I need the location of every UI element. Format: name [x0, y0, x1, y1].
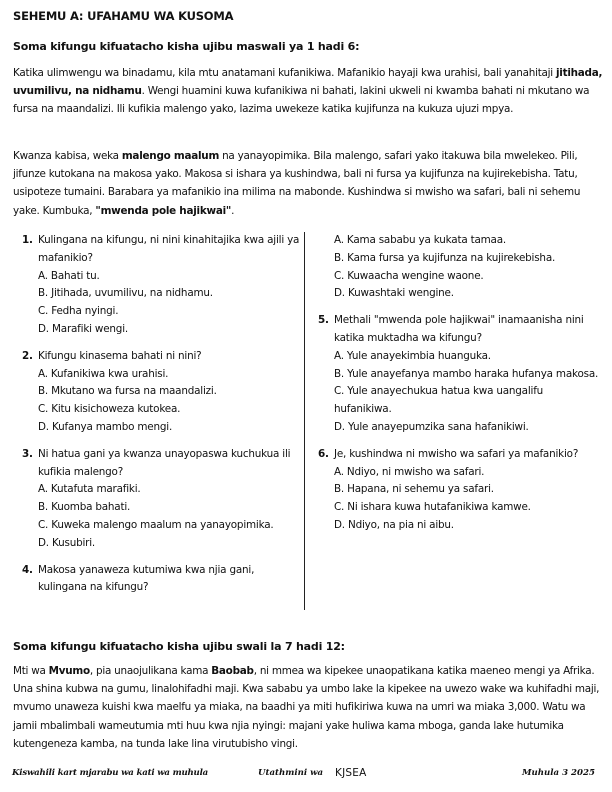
spacer: [318, 437, 603, 446]
option-d[interactable]: D. Ndiyo, na pia ni aibu.: [334, 518, 454, 531]
option-a[interactable]: A. Kama sababu ya kukata tamaa.: [334, 234, 506, 246]
instruction-passage-1: Soma kifungu kifuatacho kisha ujibu maswali ya 1 hadi 6:: [13, 40, 360, 53]
bold-phrase: malengo maalum: [121, 150, 220, 162]
option-b[interactable]: B. Kuomba bahati.: [38, 501, 131, 514]
question-3: [22, 446, 302, 553]
question-number: 3.: [22, 447, 33, 460]
spacer: [22, 339, 302, 348]
footer-subject: Kiswahili kart mjarabu wa kati wa muhula: [12, 768, 209, 778]
question-number: 6.: [318, 447, 329, 460]
question-4-options: [318, 232, 603, 303]
option-c[interactable]: C. Fedha nyingi.: [38, 305, 119, 318]
passage-1-paragraph-2: [13, 147, 603, 220]
option-b[interactable]: B. Kama fursa ya kujifunza na kujirekebisha.: [334, 251, 556, 264]
paragraph-text: , ni mmea wa kipekee unaopatikana katika maeneo mengi ya Afrika. Una shina kubwa na gumu, linalohifadhi maji. Kwa sababu ya umbo lake la kipekee na uwezo wake wa kuhifadhi maji, mvumo unaweza kuishi kwa maelfu ya miaka, na baadhi ya miti hufikiriwa kuwa na umri wa miaka 3,000. Watu wa jamii mbalimbali wameutumia mti huu kwa njia nyingi: majani yake huliwa kama mboga, ganda lake hutumika kutengeneza kamba, na tunda lake lina virutubisho vingi.: [13, 665, 600, 750]
question-6: [318, 446, 603, 535]
bold-term: Mvumo: [48, 665, 90, 677]
paragraph-text: , pia unaojulikana kama: [89, 665, 212, 677]
question-number: 1.: [22, 234, 33, 246]
page-footer: [0, 766, 612, 784]
option-a[interactable]: A. Kufanikiwa kwa urahisi.: [38, 367, 169, 380]
paragraph-text: Mti wa: [13, 665, 49, 677]
questions-right-column: [318, 232, 603, 535]
question-stem: Kifungu kinasema bahati ni nini?: [38, 349, 202, 362]
question-4: [22, 562, 302, 598]
question-stem: Makosa yanaweza kutumiwa kwa njia gani, kulingana na kifungu?: [38, 563, 255, 594]
option-c[interactable]: C. Kitu kisichoweza kutokea.: [38, 403, 181, 416]
option-b[interactable]: B. Yule anayefanya mambo haraka hufanya makosa.: [334, 367, 599, 380]
option-a[interactable]: A. Yule anayekimbia huanguka.: [334, 349, 491, 362]
question-1: [22, 232, 302, 339]
column-divider: [304, 232, 305, 610]
paragraph-text: na yanayopimika. Bila malengo, safari yako itakuwa bila mwelekeo. Pili, jifunze kutokana na makosa yako. Makosa si ishara ya kushindwa, bali ni fursa ya kujifunza na kujirekebisha. Tatu, usipoteze tumaini. Barabara ya mafanikio ina milima na mabonde. Kushindwa si mwisho wa safari, bali ni sehemu yake. Kumbuka,: [13, 150, 581, 217]
option-a[interactable]: A. Ndiyo, ni mwisho wa safari.: [334, 465, 485, 478]
paragraph-text: Kwanza kabisa, weka: [13, 150, 122, 162]
option-c[interactable]: C. Yule anayechukua hatua kwa uangalifu hufanikiwa.: [334, 385, 544, 416]
footer-organization: KJSEA: [335, 767, 367, 779]
section-title: SEHEMU A: UFAHAMU WA KUSOMA: [13, 9, 234, 23]
passage-1-paragraph-1: [13, 64, 603, 119]
option-b[interactable]: B. Mkutano wa fursa na maandalizi.: [38, 385, 217, 398]
option-d[interactable]: D. Marafiki wengi.: [38, 322, 128, 335]
spacer: [22, 437, 302, 446]
option-d[interactable]: D. Kusubiri.: [38, 536, 96, 549]
question-2: [22, 348, 302, 437]
question-5: [318, 312, 603, 437]
question-stem: Ni hatua gani ya kwanza unayopaswa kuchukua ili kufikia malengo?: [38, 447, 291, 478]
question-number: 2.: [22, 349, 33, 362]
question-stem: Je, kushindwa ni mwisho wa safari ya mafanikio?: [334, 447, 579, 460]
option-b[interactable]: B. Jitihada, uvumilivu, na nidhamu.: [38, 287, 213, 300]
option-c[interactable]: C. Kuwaacha wengine waone.: [334, 269, 484, 282]
option-a[interactable]: A. Kutafuta marafiki.: [38, 483, 141, 496]
footer-term: Muhula 3 2025: [522, 768, 595, 778]
spacer: [318, 303, 603, 312]
instruction-passage-2: Soma kifungu kifuatacho kisha ujibu swali la 7 hadi 12:: [13, 640, 345, 653]
option-c[interactable]: C. Kuweka malengo maalum na yanayopimika.: [38, 518, 274, 531]
proverb: "mwenda pole hajikwai": [95, 204, 232, 217]
questions-left-column: [22, 232, 302, 597]
spacer: [22, 553, 302, 562]
option-d[interactable]: D. Yule anayepumzika sana hafanikiwi.: [334, 420, 529, 433]
question-stem: Methali "mwenda pole hajikwai" inamaanisha nini katika muktadha wa kifungu?: [334, 314, 584, 344]
footer-assessment-label: Utathmini wa: [258, 768, 324, 778]
option-c[interactable]: C. Ni ishara kuwa hutafanikiwa kamwe.: [334, 501, 531, 514]
paragraph-text: Katika ulimwengu wa binadamu, kila mtu anatamani kufanikiwa. Mafanikio hayaji kwa urahisi, bali yanahitaji: [13, 67, 556, 79]
passage-2-paragraph: [13, 662, 603, 753]
question-number: 5.: [318, 314, 329, 327]
question-stem: Kulingana na kifungu, ni nini kinahitajika kwa ajili ya mafanikio?: [38, 234, 300, 264]
question-number: 4.: [22, 563, 33, 576]
paragraph-text: . Wengi huamini kuwa kufanikiwa ni bahati, lakini ukweli ni kwamba bahati ni mkutano wa fursa na maandalizi. Ili kufikia malengo yako, lazima uwekeze katika kujifunza na kukuza ujuzi mpya.: [13, 85, 590, 116]
option-a[interactable]: A. Bahati tu.: [38, 269, 100, 282]
paragraph-text: .: [231, 204, 235, 217]
option-d[interactable]: D. Kufanya mambo mengi.: [38, 420, 173, 433]
bold-phrase: jitihada, uvumilivu, na nidhamu: [13, 67, 603, 98]
option-d[interactable]: D. Kuwashtaki wengine.: [334, 287, 454, 300]
option-b[interactable]: B. Hapana, ni sehemu ya safari.: [334, 483, 494, 496]
bold-term: Baobab: [211, 665, 254, 677]
